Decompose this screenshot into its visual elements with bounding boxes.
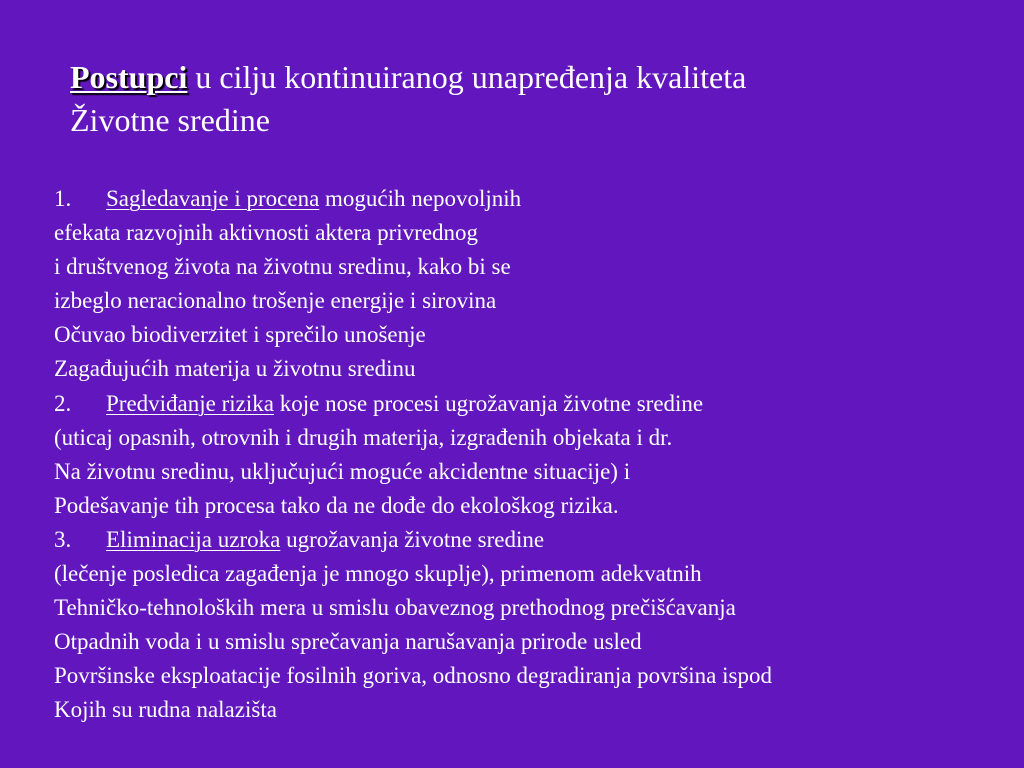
item-2-heading-line [54,387,1014,421]
item-3-line: (lečenje posledica zagađenja je mnogo skuplje), primenom adekvatnih [54,561,702,587]
slide-title [70,56,970,142]
item-2-line: Podešavanje tih procesa tako da ne dođe do ekološkog rizika. [54,492,619,518]
slide-body [54,182,1014,728]
item-1-line: i društvenog života na životnu sredinu, kako bi se [54,254,511,280]
item-2-number: 2. [54,390,72,416]
title-line-1 [70,56,970,99]
item-3-heading: Eliminacija uzroka [106,526,281,552]
item-2-line: (uticaj opasnih, otrovnih i drugih materija, izgrađenih objekata i dr. [54,424,673,450]
title-line-2: Životne sredine [70,102,270,138]
item-3-line: Kojih su rudna nalazišta [54,697,277,723]
item-3-line: Tehničko-tehnoloških mera u smislu obaveznog prethodnog prečišćavanja [54,595,736,621]
title-keyword: Postupci [70,59,188,95]
item-1-number: 1. [54,186,72,211]
item-2-heading-rest: koje nose procesi ugrožavanja životne sredine [273,390,704,416]
item-1-heading-rest: mogućih nepovoljnih [319,186,522,211]
item-3-number: 3. [54,526,72,552]
item-1-heading: Sagledavanje i procena [106,186,320,211]
item-1-line: efekata razvojnih aktivnosti aktera privrednog [54,220,479,246]
item-2-line: Na životnu sredinu, uključujući moguće akcidentne situacije) i [54,458,631,484]
item-1-line: izbeglo neracionalno trošenje energije i sirovina [54,288,497,314]
item-1-line: Očuvao biodiverzitet i sprečilo unošenje [54,322,426,348]
title-rest: u cilju kontinuiranog unapređenja kvaliteta [187,59,747,95]
item-3-heading-line [54,523,1014,557]
item-1-line: Zagađujućih materija u životnu sredinu [54,356,416,382]
item-1-heading-line [54,182,1014,216]
item-2-heading: Predviđanje rizika [106,390,274,416]
item-3-line: Površinske eksploatacije fosilnih goriva, odnosno degradiranja površina ispod [54,663,772,689]
item-3-heading-rest: ugrožavanja životne sredine [280,526,545,552]
item-3-line: Otpadnih voda i u smislu sprečavanja narušavanja prirode usled [54,629,642,655]
